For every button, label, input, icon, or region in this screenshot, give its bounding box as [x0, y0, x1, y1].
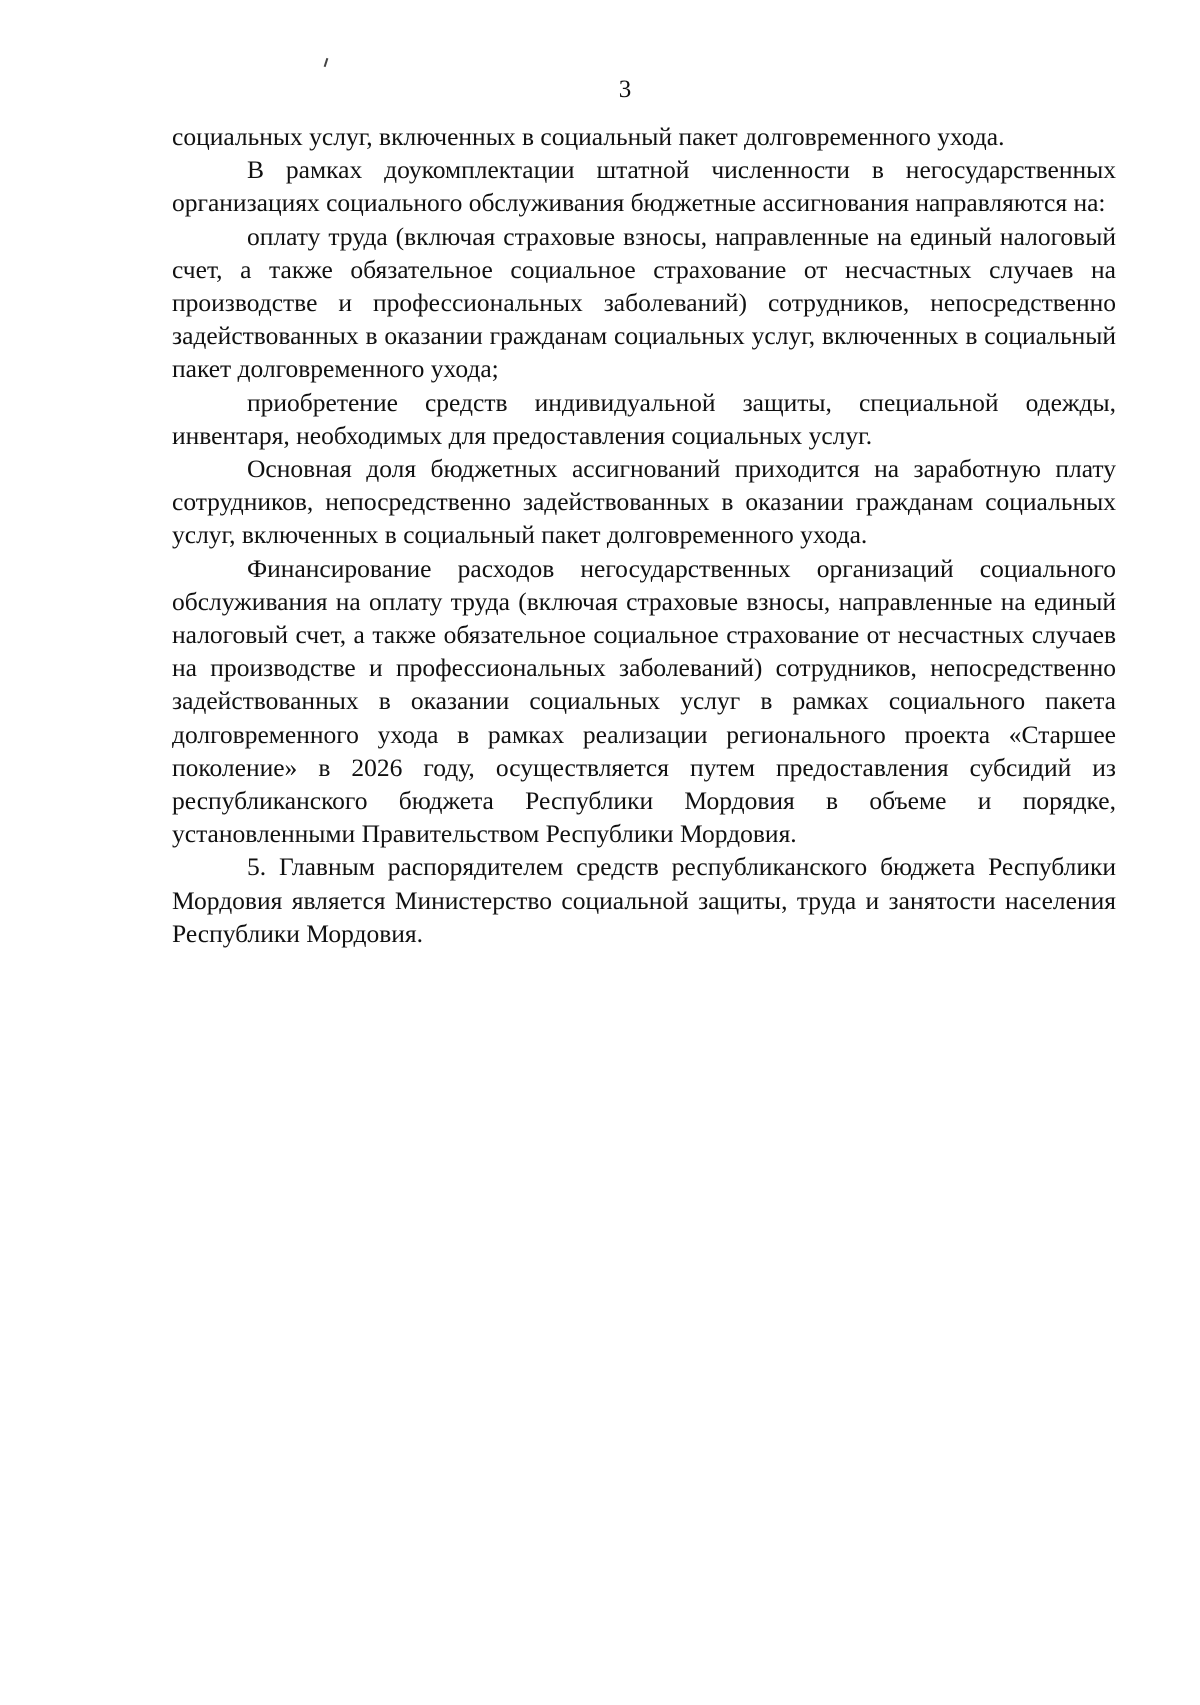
page-number: 3	[618, 76, 632, 103]
document-body	[172, 120, 1116, 950]
paragraph-3: оплату труда (включая страховые взносы, направленные на единый налоговый счет, а также обязательное социальное страхование от несчастных случаев на производстве и профессиональных заболеваний) сотрудников, непосредственно задействованных в оказании гражданам социальных услуг, включенных в социальный пакет долговременного ухода;	[172, 221, 1116, 384]
paragraph-1: социальных услуг, включенных в социальный пакет долговременного ухода.	[172, 122, 1005, 151]
paragraph-6: Финансирование расходов негосударственных организаций социального обслуживания на оплату труда (включая страховые взносы, направленные на единый налоговый счет, а также обязательное социальное страхование от несчастных случаев на производстве и профессиональных заболеваний) сотрудников, непосредственно задействованных в оказании социальных услуг в рамках социального пакета долговременного ухода в рамках реализации регионального проекта «Старшее поколение» в 2026 году, осуществляется путем предоставления субсидий из республиканского бюджета Республики Мордовия в объеме и порядке, установленными Правительством Республики Мордовия.	[172, 553, 1116, 849]
paragraph-7: 5. Главным распорядителем средств республиканского бюджета Республики Мордовия является Министерство социальной защиты, труда и занятости населения Республики Мордовия.	[172, 852, 1116, 948]
paragraph-5: Основная доля бюджетных ассигнований приходится на заработную плату сотрудников, непосредственно задействованных в оказании гражданам социальных услуг, включенных в социальный пакет долговременного ухода.	[172, 454, 1116, 550]
paragraph-2: В рамках доукомплектации штатной численности в негосударственных организациях социального обслуживания бюджетные ассигнования направляются на:	[172, 155, 1116, 218]
paragraph-4: приобретение средств индивидуальной защиты, специальной одежды, инвентаря, необходимых для предоставления социальных услуг.	[172, 387, 1116, 450]
scan-mark	[324, 58, 329, 67]
